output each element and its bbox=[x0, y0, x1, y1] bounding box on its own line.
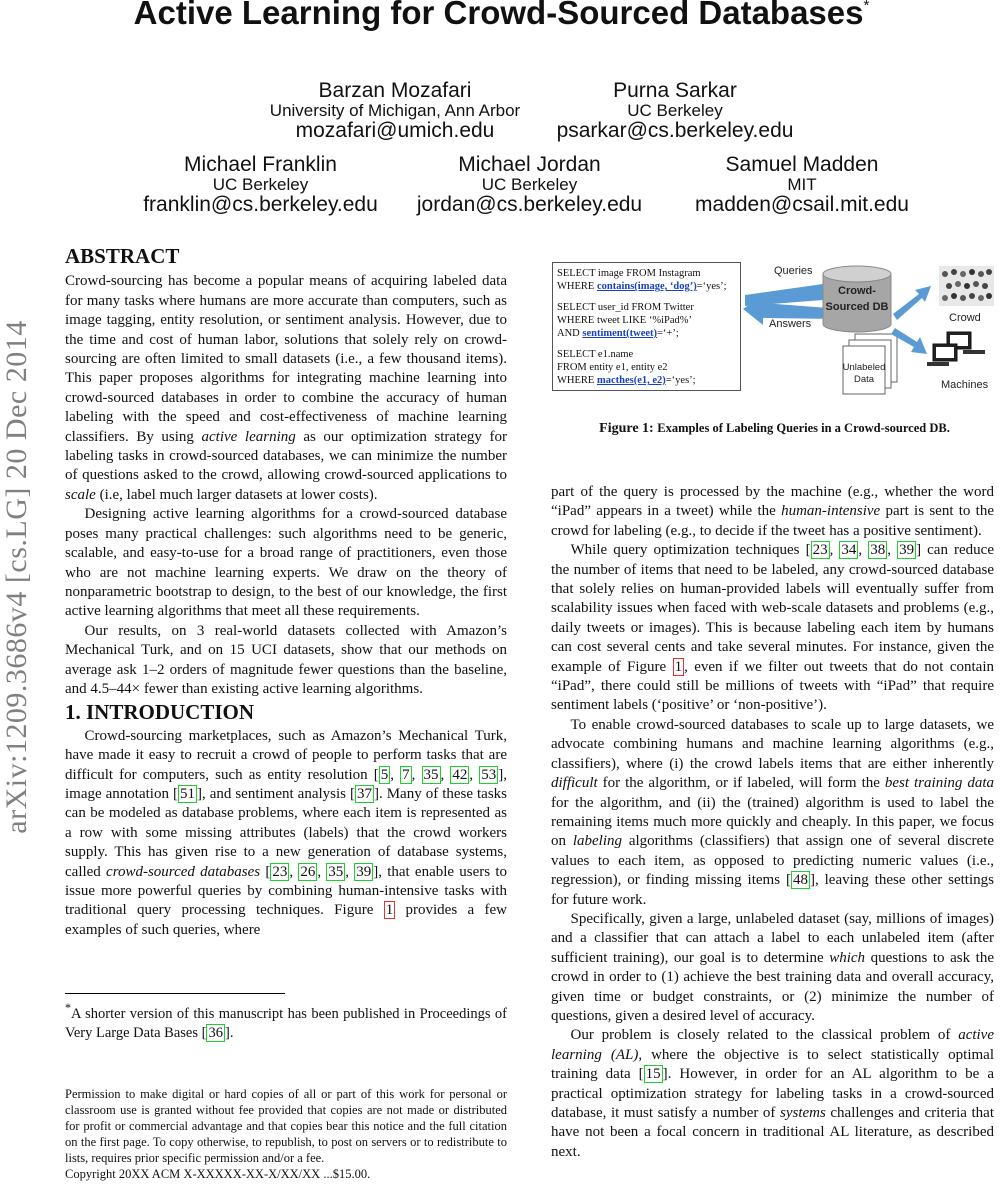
to-crowd-arrow bbox=[893, 286, 931, 320]
sql-query: SELECT image FROM Instagram WHERE contains(image, ‘dog’)=‘yes’; bbox=[557, 268, 727, 292]
footnote: *A shorter version of this manuscript has been published in Proceedings of Very Large Data Bases [ 36 ]. bbox=[65, 1001, 507, 1041]
abstract-heading: ABSTRACT bbox=[65, 244, 180, 268]
citation-link[interactable]: 37 bbox=[356, 785, 372, 802]
citation-link[interactable]: 23 bbox=[812, 542, 828, 559]
body-paragraph: Our problem is closely related to the classical problem of active learning (AL), where the objective is to select statistically optimal training data [ 15 ]. However, in order for an AL algorithm to be a practical optimization strategy for labeling tasks in a crowd-sourced database, it must satisfy a number of systems challenges and criteria that have not been a focal concern in traditional AL literature, as described next. bbox=[551, 1027, 995, 1160]
author-email: psarkar@cs.berkeley.edu bbox=[556, 118, 794, 142]
figure-1-caption: Figure 1: Examples of Labeling Queries in a Crowd-sourced DB. bbox=[599, 421, 950, 436]
svg-text:Unlabeled: Unlabeled bbox=[842, 362, 886, 373]
answers-label: Answers bbox=[769, 318, 812, 330]
figure-1 bbox=[552, 262, 997, 400]
sql-query: SELECT e1.name FROM entity e1, entity e2 WHERE macthes(e1, e2)=‘yes’; bbox=[557, 349, 696, 386]
abstract-paragraph: Crowd-sourcing has become a popular means of acquiring labeled data for many tasks where humans are more accurate than computers, such as image tagging, entity resolution, or sentiment analysis. However, due to the time and cost of human labor, solutions that solely rely on crowd-sourcing are often limited to small datasets (i.e., a few thousand items). This paper proposes algorithms for integrating machine learning into crowd-sourced databases in order to combine the accuracy of human labeling with the speed and cost-effectiveness of machine learning classifiers. By using active learning as our optimization strategy for labeling tasks in crowd-sourced databases, we can minimize the number of questions asked to the crowd, allowing crowd-sourced applications to scale (i.e, label much larger datasets at lower costs). bbox=[65, 273, 507, 503]
author-name: Purna Sarkar bbox=[613, 79, 737, 102]
citation-link[interactable]: 26 bbox=[300, 863, 316, 880]
citation-link[interactable]: 5 bbox=[380, 766, 389, 783]
citation-link[interactable]: 34 bbox=[841, 542, 857, 559]
sql-examples-box bbox=[552, 262, 741, 391]
intro-paragraph: Crowd-sourcing marketplaces, such as Amazon’s Mechanical Turk, have made it easy to recruit a crowd of people to perform tasks that are difficult for computers, such as entity resolution [ 5 , 7 , 35 , 42 , 53 ], image annotation [ 51 ], and sentiment analysis [ 37 ]. Many of these tasks can be modeled as database problems, where each item is represented as a row with some missing attributes (labels) that the crowd workers supply. This has given rise to a new generation of database systems, called crowd-sourced databases [ 23 , 26 , 35 , 39 ], that enable users to issue more powerful queries by combining human-intensive tasks with traditional query processing techniques. Figure 1 provides a few examples of such queries, where bbox=[65, 727, 508, 938]
body-paragraph: To enable crowd-sourced databases to scale up to large datasets, we advocate combining humans and machine learning algorithms (e.g., classifiers), where (i) the crowd labels items that are either inherently difficult for the algorithm, or if labeled, will form the best training data for the algorithm, and (ii) the (trained) algorithm is used to label the remaining items much more quickly and cheaply. In this paper, we focus on labeling algorithms (classifiers) that assign one of several discrete values to each item, as opposed to predicting numeric values (i.e., regression), or finding missing items [ 48 ], leaving these other settings for future work. bbox=[551, 716, 995, 908]
introduction-heading: 1. INTRODUCTION bbox=[65, 700, 255, 725]
citation-link[interactable]: 38 bbox=[870, 542, 886, 559]
right-column bbox=[551, 483, 994, 1162]
author-block bbox=[250, 80, 540, 142]
author-affiliation: University of Michigan, Ann Arbor bbox=[269, 101, 521, 121]
author-name: Barzan Mozafari bbox=[318, 79, 472, 102]
author-name: Michael Franklin bbox=[184, 153, 337, 176]
machines-label: Machines bbox=[941, 379, 989, 391]
citation-link[interactable]: 42 bbox=[452, 766, 468, 783]
citation-link[interactable]: 35 bbox=[328, 863, 344, 880]
citation-link[interactable]: 15 bbox=[645, 1066, 661, 1083]
citation-link[interactable]: 7 bbox=[402, 766, 410, 783]
figure-1-diagram bbox=[741, 262, 997, 400]
author-email: jordan@cs.berkeley.edu bbox=[416, 192, 643, 216]
author-affiliation: UC Berkeley bbox=[212, 175, 309, 195]
body-paragraph: part of the query is processed by the machine (e.g., whether the word “iPad” appears in a tweet) while the human-intensive part is sent to the crowd for labeling (e.g., to decide if the tweet has a positive sentiment). bbox=[551, 484, 995, 539]
abstract-paragraph: Designing active learning algorithms for a crowd-sourced database poses many practical challenges: such algorithms need to be generic, scalable, and easy-to-use for a broad range of practitioners, even those who are not machine learning experts. We draw on the theory of nonparametric bootstrap to design, to the best of our knowledge, the first active learning algorithms that meet all these requirements. bbox=[65, 506, 507, 620]
svg-text:Sourced DB: Sourced DB bbox=[825, 301, 889, 313]
author-block bbox=[402, 154, 657, 216]
paper-title: Active Learning for Crowd-Sourced Databases* bbox=[133, 0, 870, 31]
citation-link[interactable]: 36 bbox=[208, 1024, 223, 1041]
citation-link[interactable]: 48 bbox=[792, 872, 808, 889]
author-block bbox=[672, 154, 932, 216]
author-email: franklin@cs.berkeley.edu bbox=[143, 192, 378, 216]
citation-link[interactable]: 35 bbox=[423, 766, 439, 783]
queries-label: Queries bbox=[774, 265, 813, 277]
sql-query: SELECT user_id FROM Twitter WHERE tweet LIKE ‘%iPad%’ AND sentiment(tweet)=‘+’; bbox=[557, 302, 694, 339]
unlabeled-data-icon bbox=[843, 334, 897, 394]
figure-link[interactable]: 1 bbox=[674, 658, 683, 675]
citation-link[interactable]: 53 bbox=[481, 766, 497, 783]
citation-link[interactable]: 39 bbox=[899, 542, 915, 559]
crowd-icon bbox=[939, 266, 994, 306]
author-email: mozafari@umich.edu bbox=[295, 118, 495, 142]
permission-notice: Permission to make digital or hard copies of all or part of this work for personal or classroom use is granted without fee provided that copies are not made or distributed for profit or commercial advantage and that copies bear this notice and the full citation on the first page. To copy otherwise, to republish, to post on servers or to redistribute to lists, requires prior specific permission and/or a fee. Copyright 20XX ACM X-XXXXX-XX-X/XX/XX ...$15.00. bbox=[65, 1087, 507, 1181]
crowd-sourced-db-icon bbox=[823, 266, 891, 332]
citation-link[interactable]: 51 bbox=[179, 785, 195, 802]
author-email: madden@csail.mit.edu bbox=[695, 192, 909, 216]
author-affiliation: UC Berkeley bbox=[627, 101, 723, 121]
author-affiliation: UC Berkeley bbox=[481, 175, 578, 195]
citation-link[interactable]: 39 bbox=[356, 863, 372, 880]
author-block bbox=[545, 80, 805, 142]
author-block bbox=[128, 154, 393, 216]
abstract-paragraph: Our results, on 3 real-world datasets collected with Amazon’s Mechanical Turk, and on 15 UCI datasets, show that our methods on average ask 1–2 orders of magnitude fewer questions than the baseline, and 4.5–44× fewer than existing active learning algorithms. bbox=[65, 622, 507, 697]
svg-text:Data: Data bbox=[853, 374, 875, 385]
machines-icon bbox=[927, 332, 985, 366]
author-affiliation: MIT bbox=[787, 175, 817, 195]
author-name: Michael Jordan bbox=[458, 153, 601, 176]
copyright-line: Copyright 20XX ACM X-XXXXX-XX-X/XX/XX ...$15.00. bbox=[65, 1167, 371, 1181]
footnote-rule bbox=[65, 993, 285, 994]
body-paragraph: Specifically, given a large, unlabeled dataset (say, millions of images) and a classifier that can attach a label to each unlabeled item (after sufficient training), our goal is to determine which questions to ask the crowd in order to (1) achieve the best training data and overall accuracy, given time or budget constraints, or (2) minimize the number of questions, given a desired level of accuracy. bbox=[551, 910, 994, 1024]
body-paragraph: While query optimization techniques [ 23 , 34 , 38 , 39 ] can reduce the number of items that need to be labeled, any crowd-sourced database that solely relies on human-provided labels will eventually suffer from scalability issues when faced with web-scale datasets and problems (e.g., daily tweets or images). This is because labeling each item by humans can cost several cents and take several minutes. For instance, given the example of Figure 1 , even if we filter out tweets that do not contain “iPad”, there could still be millions of tweets with “iPad” that require sentiment labels (‘positive’ or ‘non-positive’). bbox=[551, 542, 994, 714]
arxiv-identifier: arXiv:1209.3686v4 [cs.LG] 20 Dec 2014 bbox=[0, 320, 33, 834]
citation-link[interactable]: 23 bbox=[272, 863, 288, 880]
author-name: Samuel Madden bbox=[725, 153, 879, 176]
crowd-label: Crowd bbox=[949, 312, 981, 324]
figure-link[interactable]: 1 bbox=[385, 902, 394, 919]
svg-text:Crowd-: Crowd- bbox=[838, 285, 876, 297]
left-column bbox=[65, 244, 508, 940]
